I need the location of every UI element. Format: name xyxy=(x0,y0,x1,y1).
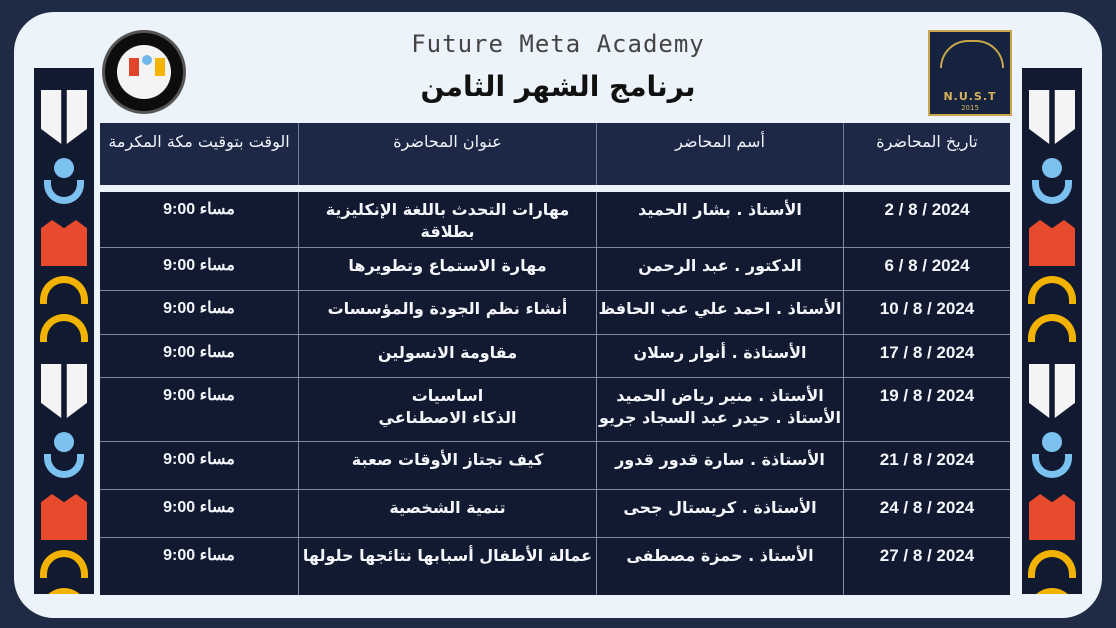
logo-text: N.U.S.T xyxy=(943,90,997,103)
date-cell: 6 / 8 / 2024 xyxy=(843,248,1010,290)
arc-icon xyxy=(40,588,88,594)
speaker-cell: الدكتور . عبد الرحمن xyxy=(596,248,843,290)
topic-cell: مهارات التحدث باللغة الإنكليزية بطلاقة xyxy=(298,192,596,247)
time-cell: 9:00 مساء xyxy=(163,387,235,404)
logo-arch-icon xyxy=(940,40,1004,68)
speaker-cell xyxy=(596,378,843,441)
header-speaker: أسم المحاضر xyxy=(596,123,843,185)
shield-icon xyxy=(41,364,87,418)
topic-line: اساسيات xyxy=(411,386,484,405)
table-row xyxy=(100,192,1010,248)
right-decorative-strip xyxy=(1022,68,1082,594)
time-cell: 9:00 مساء xyxy=(163,300,235,317)
arc-icon xyxy=(1028,314,1076,342)
shield-icon xyxy=(1029,90,1075,144)
arc-icon xyxy=(1028,276,1076,304)
speaker-cell: الأستاذ . بشار الحميد xyxy=(596,192,843,247)
topic-line: الذكاء الاصطناعي xyxy=(378,408,517,427)
time-cell: 9:00 مساء xyxy=(163,344,235,361)
table-row xyxy=(100,291,1010,335)
person-icon xyxy=(40,432,88,478)
arc-icon xyxy=(1028,588,1076,594)
date-cell: 21 / 8 / 2024 xyxy=(843,442,1010,489)
speaker-cell: الأستاذة . كريستال جحى xyxy=(596,490,843,537)
topic-cell: كيف تجتاز الأوقات صعبة xyxy=(298,442,596,489)
time-cell: 9:00 مساء xyxy=(163,499,235,516)
shield-icon xyxy=(41,90,87,144)
academy-name: Future Meta Academy xyxy=(411,30,705,58)
date-cell: 27 / 8 / 2024 xyxy=(843,538,1010,595)
schedule-table xyxy=(100,123,1010,595)
book-icon xyxy=(41,494,87,540)
arc-icon xyxy=(40,550,88,578)
speaker-cell: الأستاذة . أنوار رسلان xyxy=(596,335,843,377)
speaker-cell: الأستاذ . حمزة مصطفى xyxy=(596,538,843,595)
arc-icon xyxy=(1028,550,1076,578)
date-cell: 17 / 8 / 2024 xyxy=(843,335,1010,377)
topic-cell: مقاومة الانسولين xyxy=(298,335,596,377)
topic-cell: مهارة الاستماع وتطويرها xyxy=(298,248,596,290)
page-title: برنامج الشهر الثامن xyxy=(420,70,696,103)
table-body xyxy=(100,192,1010,595)
time-cell: 9:00 مساء xyxy=(163,257,235,274)
table-row xyxy=(100,442,1010,490)
time-cell: 9:00 مساء xyxy=(163,451,235,468)
header-date: تاريخ المحاضرة xyxy=(843,123,1010,185)
date-cell: 10 / 8 / 2024 xyxy=(843,291,1010,334)
table-row xyxy=(100,490,1010,538)
table-row xyxy=(100,335,1010,378)
logo-year: 2015 xyxy=(961,104,979,112)
arc-icon xyxy=(40,314,88,342)
time-cell: 9:00 مساء xyxy=(163,201,235,218)
table-row xyxy=(100,378,1010,442)
table-header xyxy=(100,123,1010,192)
topic-cell: عمالة الأطفال أسبابها نتائجها حلولها xyxy=(298,538,596,595)
left-decorative-strip xyxy=(34,68,94,594)
table-row xyxy=(100,538,1010,595)
topic-cell: تنمية الشخصية xyxy=(298,490,596,537)
speaker-cell: الأستاذ . احمد علي عب الحافظ xyxy=(596,291,843,334)
arc-icon xyxy=(40,276,88,304)
date-cell: 2 / 8 / 2024 xyxy=(843,192,1010,247)
date-cell: 19 / 8 / 2024 xyxy=(843,378,1010,441)
person-icon xyxy=(1028,432,1076,478)
person-icon xyxy=(1028,158,1076,204)
speaker-line: الأستاذ . حيدر عبد السجاد جريو xyxy=(598,408,842,427)
topic-cell: أنشاء نظم الجودة والمؤسسات xyxy=(298,291,596,334)
book-icon xyxy=(41,220,87,266)
shield-icon xyxy=(1029,364,1075,418)
speaker-line: الأستاذ . منير رياض الحميد xyxy=(616,386,824,405)
table-row xyxy=(100,248,1010,291)
header-time: الوقت بتوقيت مكة المكرمة xyxy=(108,132,290,151)
book-icon xyxy=(1029,220,1075,266)
time-cell: 9:00 مساء xyxy=(163,547,235,564)
person-icon xyxy=(40,158,88,204)
book-icon xyxy=(1029,494,1075,540)
topic-cell xyxy=(298,378,596,441)
date-cell: 24 / 8 / 2024 xyxy=(843,490,1010,537)
speaker-cell: الأستاذة . سارة قدور قدور xyxy=(596,442,843,489)
nust-logo xyxy=(928,30,1012,116)
header-topic: عنوان المحاضرة xyxy=(298,123,596,185)
